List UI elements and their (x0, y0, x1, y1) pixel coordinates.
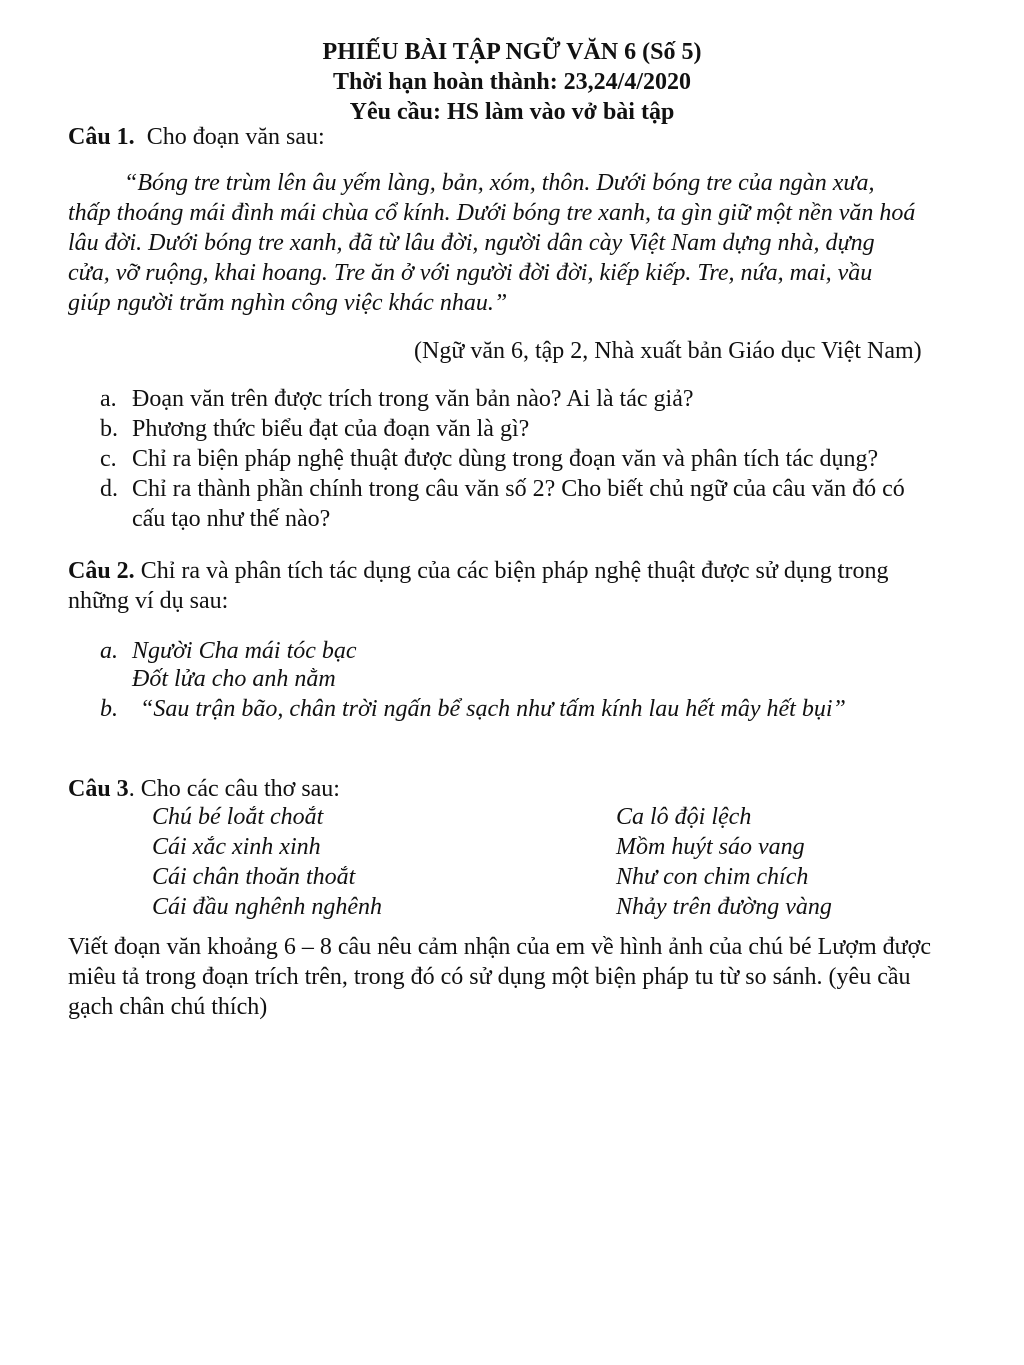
poem-right-line-2: Mồm huýt sáo vang (616, 834, 805, 860)
item-marker: c. (100, 446, 117, 472)
question-2-label: Câu 2. (68, 558, 135, 584)
item-marker: d. (100, 476, 118, 502)
poem-left-line-3: Cái chân thoăn thoắt (152, 864, 356, 890)
question-3-intro: . Cho các câu thơ sau: (128, 776, 340, 802)
question-2-text: Chỉ ra và phân tích tác dụng của các biện pháp nghệ thuật được sử dụng trong (140, 558, 889, 584)
example-marker: a. (100, 638, 118, 664)
poem-right-line-3: Như con chim chích (616, 864, 809, 890)
example-marker: b. (100, 696, 118, 722)
poem-left-line-1: Chú bé loắt choắt (152, 804, 324, 830)
item-text: Đoạn văn trên được trích trong văn bản nào? Ai là tác giả? (132, 386, 694, 412)
passage-line-4: cửa, vỡ ruộng, khai hoang. Tre ăn ở với người đời đời, kiếp kiếp. Tre, nứa, mai, vầu (68, 260, 873, 286)
item-marker: b. (100, 416, 118, 442)
poem-left-line-4: Cái đầu nghênh nghênh (152, 894, 382, 920)
question-1-item-c (100, 444, 879, 474)
question-2-line-1 (68, 556, 889, 586)
passage-line-5: giúp người trăm nghìn công việc khác nhau.” (68, 290, 508, 316)
passage-source: (Ngữ văn 6, tập 2, Nhà xuất bản Giáo dục Việt Nam) (414, 338, 922, 364)
example-b-text: “Sau trận bão, chân trời ngấn bể sạch như tấm kính lau hết mây hết bụi” (140, 696, 846, 722)
question-1-item-d-continued: cấu tạo như thế nào? (132, 506, 331, 532)
question-2-example-a (100, 636, 357, 666)
worksheet-title: PHIẾU BÀI TẬP NGỮ VĂN 6 (Số 5) (322, 39, 702, 65)
question-2-line-2: những ví dụ sau: (68, 588, 229, 614)
question-3-label: Câu 3 (68, 776, 129, 802)
passage-line-1: “Bóng tre trùm lên âu yếm làng, bản, xóm, thôn. Dưới bóng tre của ngàn xưa, (124, 170, 875, 196)
item-text: Phương thức biểu đạt của đoạn văn là gì? (132, 416, 530, 442)
deadline-line: Thời hạn hoàn thành: 23,24/4/2020 (332, 69, 692, 95)
question-1-label: Câu 1. (68, 124, 135, 150)
item-marker: a. (100, 386, 117, 412)
item-text: Chỉ ra biện pháp nghệ thuật được dùng trong đoạn văn và phân tích tác dụng? (132, 446, 879, 472)
poem-right-line-4: Nhảy trên đường vàng (616, 894, 832, 920)
question-1-item-b (100, 414, 530, 444)
question-3-task-line-1: Viết đoạn văn khoảng 6 – 8 câu nêu cảm nhận của em về hình ảnh của chú bé Lượm được (68, 934, 932, 960)
example-a-line-2: Đốt lửa cho anh nằm (132, 666, 336, 692)
question-2-example-b (100, 694, 846, 724)
poem-left-line-2: Cái xắc xinh xinh (152, 834, 321, 860)
question-1-item-d (100, 474, 905, 504)
poem-right-line-1: Ca lô đội lệch (616, 804, 752, 830)
question-1-intro: Cho đoạn văn sau: (146, 124, 325, 150)
question-1-item-a (100, 384, 694, 414)
passage-line-2: thấp thoáng mái đình mái chùa cổ kính. Dưới bóng tre xanh, ta gìn giữ một nền văn hoá (68, 200, 916, 226)
passage-line-3: lâu đời. Dưới bóng tre xanh, đã từ lâu đời, người dân cày Việt Nam dựng nhà, dựng (68, 230, 875, 256)
question-1-heading (68, 122, 325, 152)
question-3-task-line-3: gạch chân chú thích) (68, 994, 268, 1020)
question-3-task-line-2: miêu tả trong đoạn trích trên, trong đó có sử dụng một biện pháp tu từ so sánh. (yêu cầu (68, 964, 911, 990)
example-a-line-1: Người Cha mái tóc bạc (132, 638, 357, 664)
item-text: Chỉ ra thành phần chính trong câu văn số 2? Cho biết chủ ngữ của câu văn đó có (132, 476, 905, 502)
requirement-line: Yêu cầu: HS làm vào vở bài tập (349, 99, 675, 125)
question-3-heading (68, 774, 340, 804)
